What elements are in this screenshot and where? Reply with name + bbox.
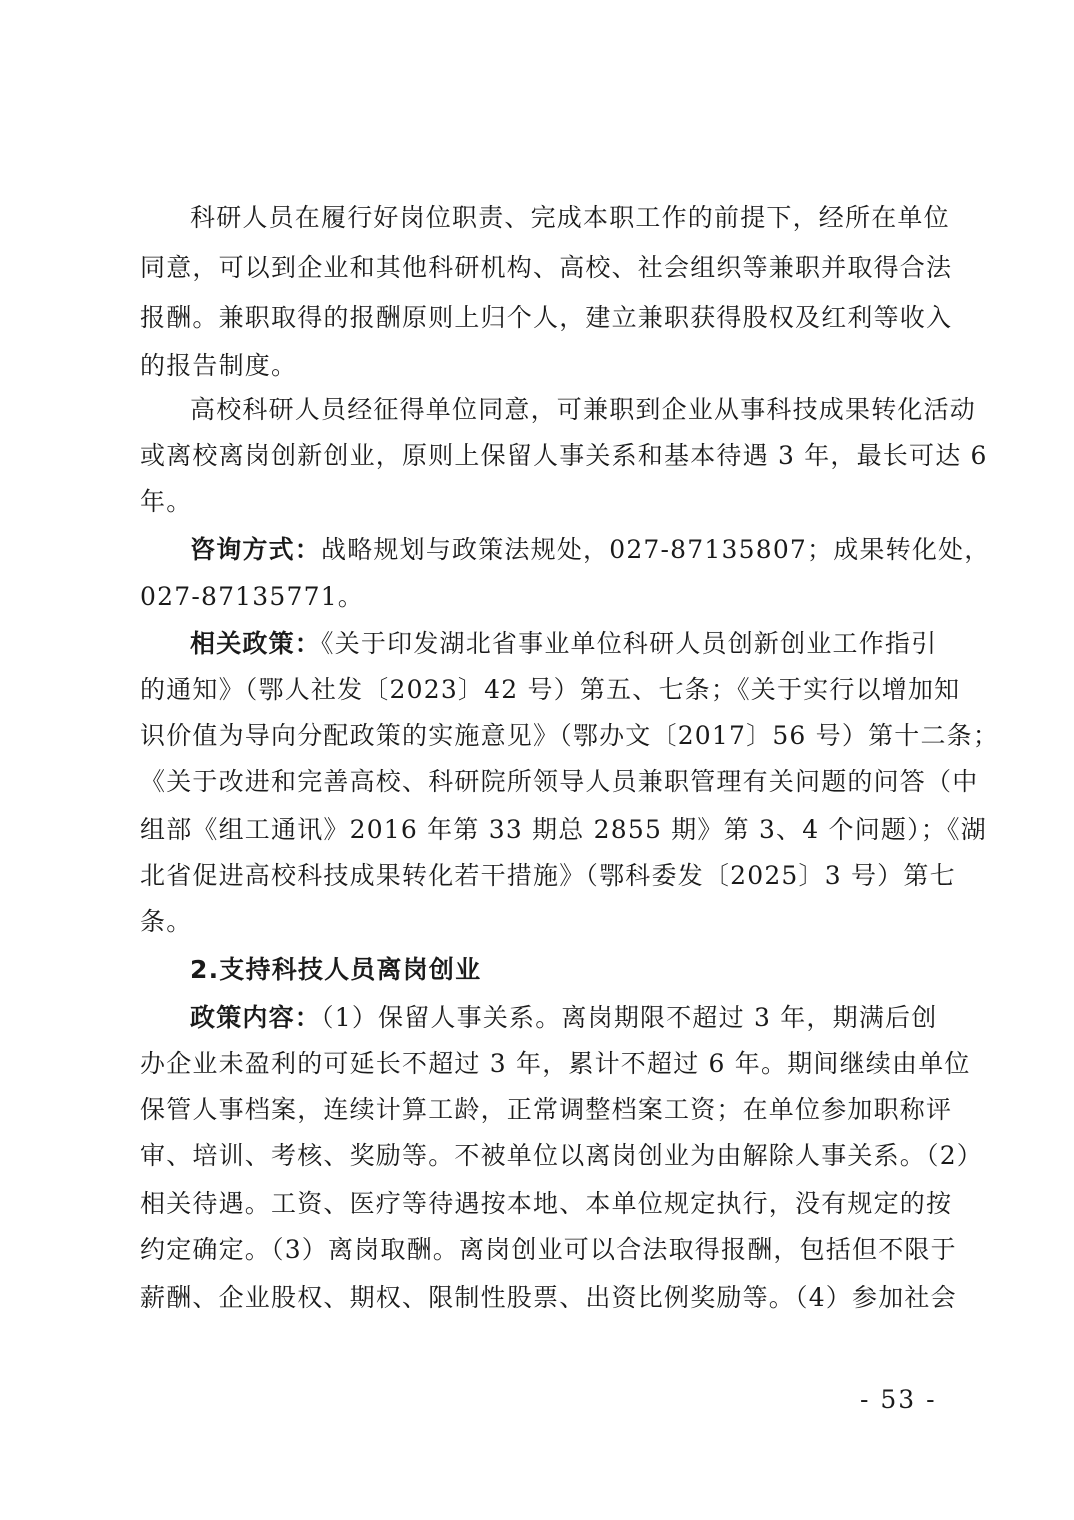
content-line: 约定确定。（3）离岗取酬。离岗创业可以合法取得报酬，包括但不限于 bbox=[140, 1235, 957, 1264]
paragraph-line: 科研人员在履行好岗位职责、完成本职工作的前提下，经所在单位 bbox=[190, 203, 950, 232]
policy-line: 北省促进高校科技成果转化若干措施》（鄂科委发〔2025〕3 号）第七 bbox=[140, 861, 956, 890]
content-line: 审、培训、考核、奖励等。不被单位以离岗创业为由解除人事关系。（2） bbox=[140, 1141, 984, 1170]
content-text: （1）保留人事关系。离岗期限不超过 3 年，期满后创 bbox=[321, 1003, 938, 1032]
policy-label: 相关政策： bbox=[190, 629, 322, 658]
content-line: 办企业未盈利的可延长不超过 3 年，累计不超过 6 年。期间继续由单位 bbox=[140, 1049, 971, 1078]
policy-line: 条。 bbox=[140, 907, 193, 936]
content-line bbox=[190, 998, 990, 1038]
policy-text: 《关于印发湖北省事业单位科研人员创新创业工作指引 bbox=[321, 629, 938, 658]
policy-line: 的通知》（鄂人社发〔2023〕42 号）第五、七条；《关于实行以增加知 bbox=[140, 675, 961, 704]
paragraph-line: 同意，可以到企业和其他科研机构、高校、社会组织等兼职并取得合法 bbox=[140, 253, 953, 282]
policy-line: 《关于改进和完善高校、科研院所领导人员兼职管理有关问题的问答（中 bbox=[140, 767, 979, 796]
consult-label: 咨询方式： bbox=[190, 535, 322, 564]
content-line: 保管人事档案，连续计算工龄，正常调整档案工资；在单位参加职称评 bbox=[140, 1095, 953, 1124]
consult-line bbox=[190, 530, 990, 570]
paragraph-line: 报酬。兼职取得的报酬原则上归个人，建立兼职获得股权及红利等收入 bbox=[140, 303, 953, 332]
page-number: - 53 - bbox=[860, 1385, 937, 1414]
section-heading: 2.支持科技人员离岗创业 bbox=[190, 955, 482, 984]
policy-line: 组部《组工通讯》2016 年第 33 期总 2855 期》第 3、4 个问题）；《湖 bbox=[140, 815, 987, 844]
policy-line bbox=[190, 624, 990, 664]
content-line: 相关待遇。工资、医疗等待遇按本地、本单位规定执行，没有规定的按 bbox=[140, 1189, 953, 1218]
consult-text: 战略规划与政策法规处，027-87135807；成果转化处， bbox=[321, 535, 991, 564]
paragraph-line: 年。 bbox=[140, 487, 193, 516]
content-label: 政策内容： bbox=[190, 1003, 322, 1032]
content-line: 薪酬、企业股权、期权、限制性股票、出资比例奖励等。（4）参加社会 bbox=[140, 1283, 957, 1312]
consult-line-2: 027-87135771。 bbox=[140, 582, 365, 611]
paragraph-line: 的报告制度。 bbox=[140, 351, 298, 380]
policy-line: 识价值为导向分配政策的实施意见》（鄂办文〔2017〕56 号）第十二条； bbox=[140, 721, 1000, 750]
paragraph-line: 或离校离岗创新创业，原则上保留人事关系和基本待遇 3 年，最长可达 6 bbox=[140, 441, 988, 470]
paragraph-line: 高校科研人员经征得单位同意，可兼职到企业从事科技成果转化活动 bbox=[190, 395, 977, 424]
